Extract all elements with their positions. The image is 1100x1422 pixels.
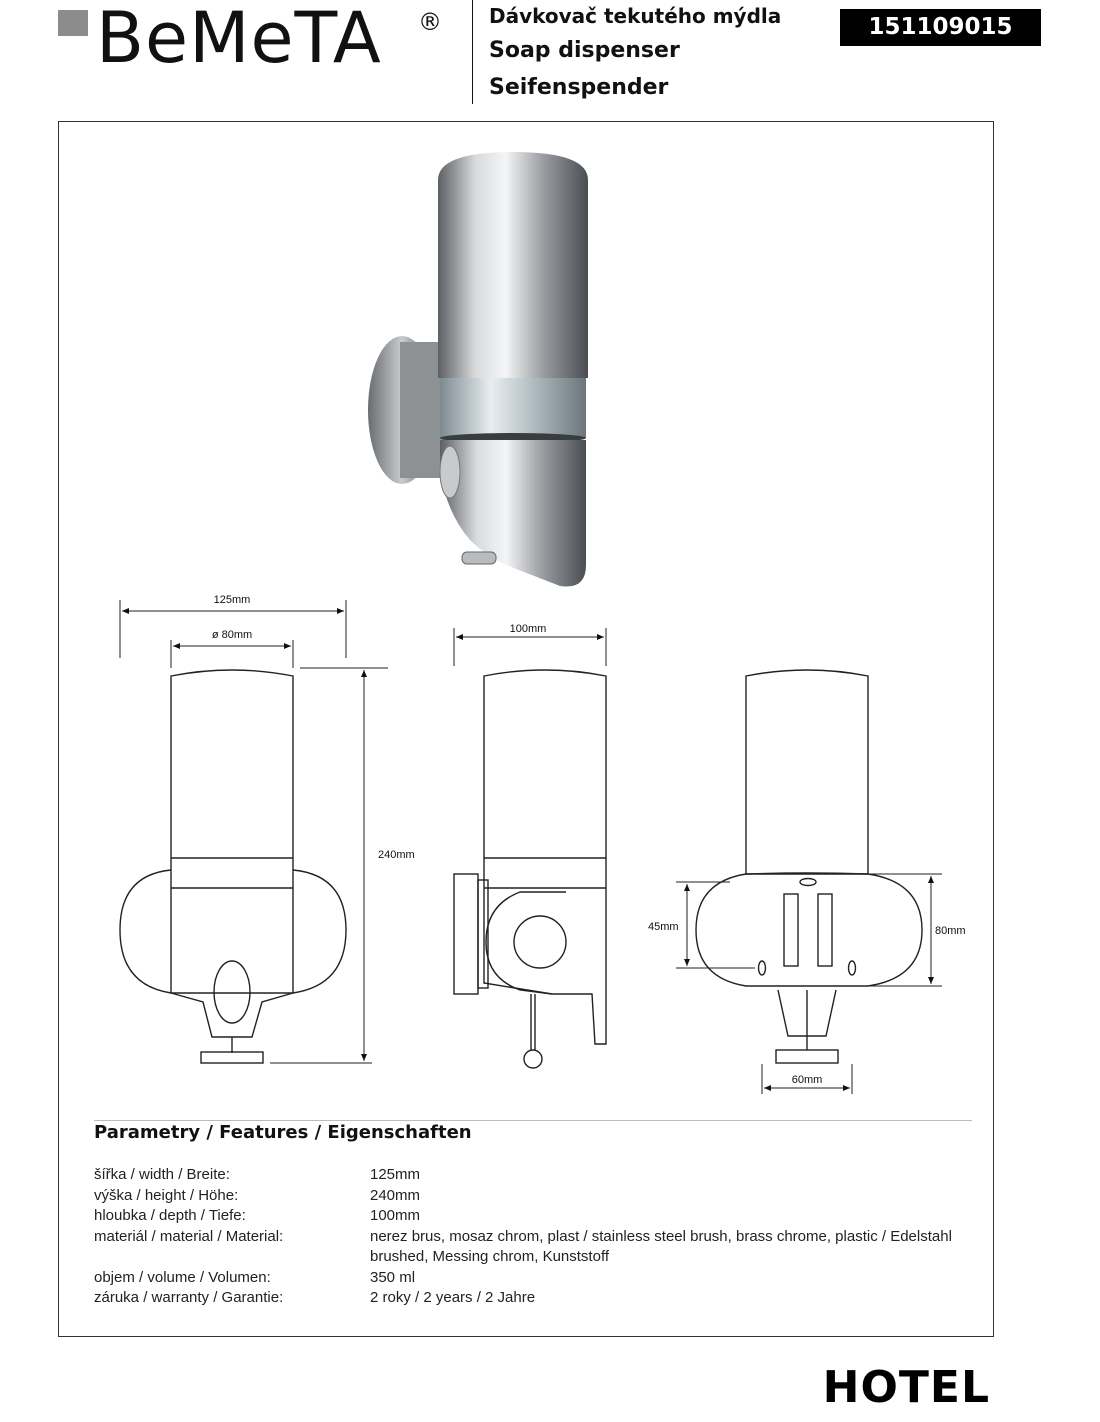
category-label: HOTEL bbox=[822, 1362, 990, 1413]
spec-value: 2 roky / 2 years / 2 Jahre bbox=[370, 1289, 536, 1306]
spec-row-width bbox=[94, 1165, 974, 1186]
product-photo bbox=[368, 152, 588, 587]
dim-total-width: 125mm bbox=[213, 594, 251, 606]
title-czech: Dávkovač tekutého mýdla bbox=[489, 4, 782, 28]
dim-60: 60mm bbox=[791, 1074, 823, 1086]
spec-label: materiál / material / Material: bbox=[94, 1227, 284, 1245]
title-english: Soap dispenser bbox=[489, 38, 680, 63]
spec-row-volume bbox=[94, 1268, 974, 1289]
features-title: Parametry / Features / Eigenschaften bbox=[94, 1122, 472, 1143]
spec-label: záruka / warranty / Garantie: bbox=[94, 1289, 284, 1306]
spec-label: výška / height / Höhe: bbox=[94, 1186, 239, 1204]
spec-label: šířka / width / Breite: bbox=[94, 1166, 230, 1183]
back-view bbox=[696, 670, 922, 1063]
spec-label: hloubka / depth / Tiefe: bbox=[94, 1207, 246, 1224]
spec-row-warranty bbox=[94, 1288, 974, 1309]
dim-diameter: ø 80mm bbox=[211, 629, 253, 641]
spec-row-height bbox=[94, 1186, 974, 1207]
dim-depth: 100mm bbox=[509, 623, 547, 635]
brand-logo: BeMeTA bbox=[96, 0, 382, 79]
registered-mark: ® bbox=[418, 8, 442, 36]
spec-value: 125mm bbox=[370, 1166, 421, 1183]
spec-value: 240mm bbox=[370, 1186, 421, 1204]
product-code: 151109015 bbox=[840, 9, 1041, 46]
title-german: Seifenspender bbox=[489, 75, 669, 100]
dim-80: 80mm bbox=[935, 925, 966, 937]
spec-row-material bbox=[94, 1227, 974, 1268]
spec-row-depth bbox=[94, 1206, 974, 1227]
spec-value: nerez brus, mosaz chrom, plast / stainless steel brush, brass chrome, plastic / Edelstahl brushed, Messing chrom, Kunststoff bbox=[370, 1227, 952, 1265]
spec-value: 350 ml bbox=[370, 1268, 416, 1286]
spec-value: 100mm bbox=[370, 1207, 421, 1224]
spec-label: objem / volume / Volumen: bbox=[94, 1268, 271, 1286]
features-divider bbox=[94, 1120, 972, 1121]
front-view bbox=[120, 670, 346, 1063]
side-view bbox=[454, 670, 606, 1068]
dim-45: 45mm bbox=[648, 921, 679, 933]
features-table bbox=[94, 1165, 974, 1309]
dim-height: 240mm bbox=[378, 849, 415, 861]
